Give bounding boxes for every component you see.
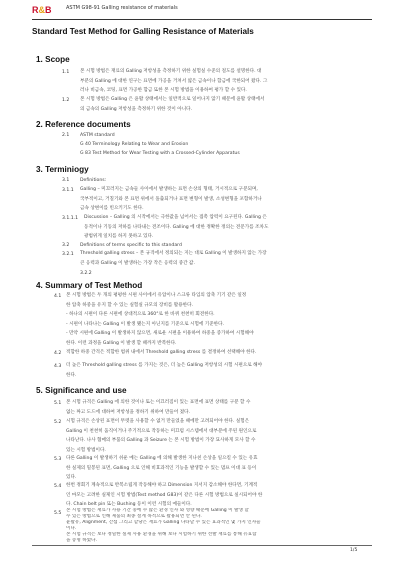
clause-number: 4.1 (54, 294, 62, 299)
reference-g40: G 40 Terminology Relating to Wear and Erosion (80, 142, 189, 147)
clause-number: 5.3 (54, 457, 62, 462)
clause-text-2-1: ASTM standard (80, 133, 115, 138)
clause-text-1-1: 본 시험 방법은 재료의 Galling 저항성을 측정하기 위한 실험실 수준의 절도를 설명한다. 대 부분의 Galling 에 대한 연구는 표면에 가공을 거쳐서 얇은 금속이나 합금에 국한되어 왔다. 그 러나 비금속, 코팅, 표면 가공한 합금 또한 본 시험 방법을 이용하여 평가 할 수 있다. (80, 69, 268, 93)
document-title: Standard Test Method for Galling Resistance of Materials (32, 27, 254, 36)
clause-number: 4.3 (54, 364, 62, 369)
clause-number: 3.1 (62, 178, 70, 183)
clause-text-5-4: 한번 정회기 계속적으로 반복소립게 작동해야 하고 Dimension 지서지 감소해야 한다면, 기계적 인 마모는 고려한 실제인 시험 방법(Test method G83)이 같은 다른 시험 방법으로 실시되어야 한 다. Chain belt pin 또는 Bushing 등이 이런 시험의 예들이다. (66, 483, 263, 507)
section-heading-scope: 1. Scope (36, 55, 70, 64)
clause-text-5-2: 시험 규격은 손상된 표면이 뚜렷을 사용할 수 없거 만들었을 때에만 고려되어야 한다. 실험은 Galling 이 천천히 움직이거나 주기적으로 작동하는 미끄럼 시스템에서 대부분에 주된 원인으로 나타난다. 나사 협매의 부품의 Galling 과 Seizure 는 본 시험 방법이 가장 묘사하게 모사 할 수 있는 시험 방법이다. (66, 419, 257, 453)
company-logo: R & B (32, 4, 52, 15)
clause-text-1-2: 본 시험 방법은 Galling 은 윤활 상태에서는 일반적으로 일어나지 않기 때문에 윤활 상태에서 의 금속의 Galling 저항성을 측정하기 위한 것이 아니다. (80, 97, 265, 112)
clause-text-5-3: 다른 Galling 이 발생하기 쉬운 예는 Galling 에 의해 발생한 지나친 손상을 일으킬 수 있는 유효 한 실제의 밀봉된 표면, Galling 으로 인해 비효과적인 기능을 발생할 수 있는 멈프 이대 표 등이 있다. (66, 456, 258, 480)
clause-text-3-1-1: Galling – 미끄러지는 금속들 사이에서 발생하는 표면 손상의 형태, 거시적으로 구분되며, 국부적이고, 거칠기와 본 표면 위에서 돌출되거나 표면 변형이 발생, 소성변형을 포함하거나 금속 상변이를 빈으키기도 한다. (80, 187, 262, 211)
section-heading-summary: 4. Summary of Test Method (36, 281, 143, 290)
clause-text-3-2-1: Threshold galling stress – 본 규격에서 정의되는 지는 대로 Galling 이 발생하지 않는 가장 큰 응력과 Galling 이 발생하는 가장 작은 응력의 중간 값. (80, 251, 267, 266)
clause-text-3-1: Definitions: (80, 178, 107, 183)
clause-text-5-1: 본 시험 규격은 Galling 에 의한 것이나 또는 이끄러짐이 있는 표면에 표면 상태를 구분 할 수 없는 짜고 도드에 대하여 저항성을 정하기 위하여 만들어 졌다. (66, 400, 251, 415)
clause-number: 1.2 (62, 98, 70, 103)
clause-number: 3.2 (62, 243, 70, 248)
header-divider (32, 19, 372, 20)
clause-text-4-1: 본 시험 방법은 두 개의 평평한 시편 사이에서 유압이나 스크류 타입의 압축 기기 같은 일정 한 압축 하중을 유지 할 수 있는 실험실 규모의 장비를 활용한다. - 하나의 시편이 다른 시편에 상대적으로 360°로 한 바퀴 천천히 회전한다. - 시편이 나타나는 Galling 이 발생 됐는지 아닌지를 기준으로 시험에 기준한다. - 만약 시편에 Galling 이 발생하지 않으면, 새로운 시편을 이용하여 하중을 증가하여 시험해야 한다. 이런 과정을 Galling 이 발생 할 때까지 반복한다. (66, 293, 254, 346)
clause-text-4-3: 더 높은 Threshold galling stress 를 가지는 것은, 더 높은 Galling 저항성의 시험 시편으로 해야 한다. (66, 363, 263, 378)
document-code: ASTM G98-91 Galling resistance of materials (66, 5, 178, 11)
page-number: 1/5 (350, 548, 358, 553)
clause-text-3-1-1-1: Discussion – Galling 의 시작에서는 극한값을 넘어서는 접촉 압력이 요구된다. Galling 은 동적이나 기동의 저하를 나타내는 전조이다. Galling 에 대한 정확한 정의는 전문가를 조차도 광범위게 일치를 하지 못하고 있다. (84, 215, 269, 239)
clause-number: 5.2 (54, 420, 62, 425)
clause-text-4-2: 적합한 하중 간격은 적합한 범위 내에서 Threshold galling stress 를 결정하여 선택해야 한다. (66, 350, 257, 355)
footer-divider (32, 545, 372, 546)
section-heading-terminology: 3. Terminiogy (36, 165, 89, 174)
section-heading-references: 2. Reference documents (36, 120, 131, 129)
clause-number: 5.4 (54, 484, 62, 489)
clause-number: 3.2.1 (62, 252, 74, 257)
clause-text-3-2: Definitions of terms specific to this standard (80, 243, 182, 248)
clause-number: 2.1 (62, 133, 70, 138)
reference-g83: G 83 Test Method for Wear Testing with a Crossed-Cylinder Apparatus (80, 151, 240, 156)
clause-number: 1.1 (62, 70, 70, 75)
clause-number: 3.1.1 (62, 188, 74, 193)
clause-number: 5.1 (54, 401, 62, 406)
clause-number: 5.5 (54, 511, 62, 516)
section-heading-significance: 5. Significance and use (36, 386, 127, 395)
page-header (32, 4, 376, 18)
clause-number: 3.2.2 (80, 271, 92, 276)
clause-number: 3.1.1.1 (62, 216, 79, 221)
clause-number: 4.2 (54, 351, 62, 356)
clause-text-5-5: 본 시험 방법은 재료가 사용 기간 중에 수 많은 환경 인자 와 영향 때문에 Galling 이 발생 할 수 있는 방법으로 인해 제품의 최종 설계 목적으로 활용되면 안 된다. 윤활유, Alignment, 간섭 그리고 할당은 재료가 Galling 나타날 수 있는 효과적인 몇 가지 인자들 이다. 본 시험 규격은 보다 정밀한 실제 사용 환경을 위해 보다 시험하기 위한 선발 재료를 통해 유효함 을 증명 하였다. (66, 508, 261, 543)
